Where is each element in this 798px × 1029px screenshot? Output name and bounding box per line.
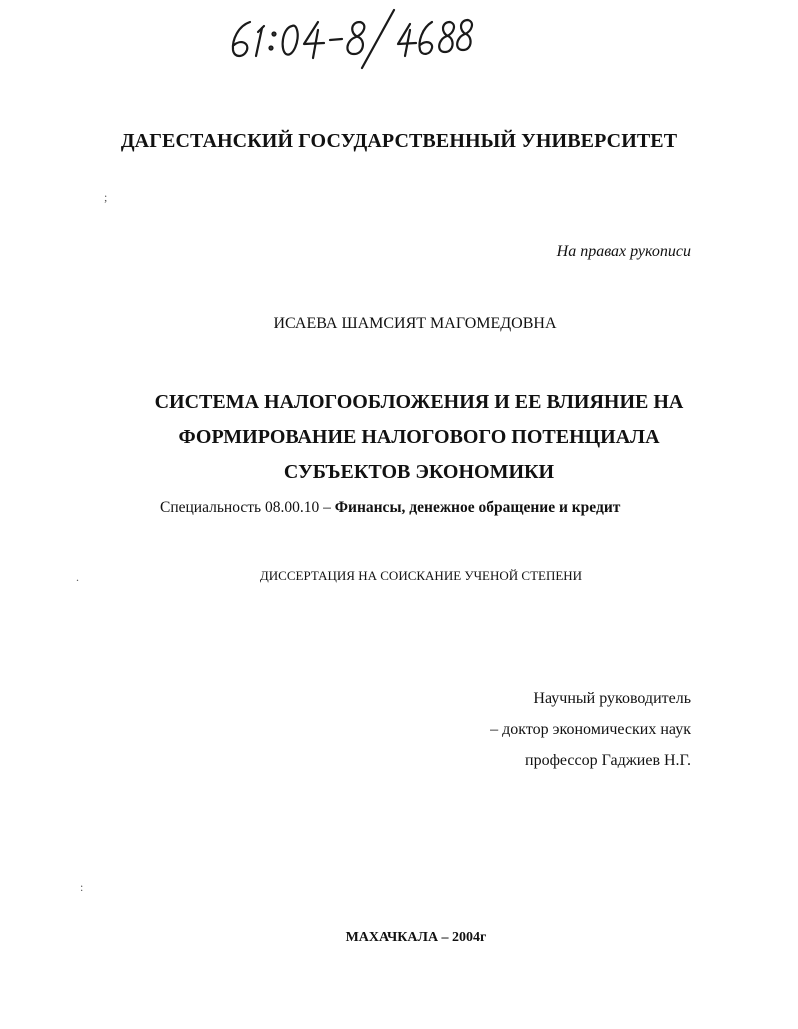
advisor-role: Научный руководитель bbox=[533, 690, 691, 707]
manuscript-note: На правах рукописи bbox=[556, 243, 691, 260]
university-name: ДАГЕСТАНСКИЙ ГОСУДАРСТВЕННЫЙ УНИВЕРСИТЕТ bbox=[120, 130, 678, 152]
title-line: ФОРМИРОВАНИЕ НАЛОГОВОГО ПОТЕНЦИАЛА bbox=[178, 426, 660, 448]
handwritten-number-drawing bbox=[0, 0, 480, 80]
advisor-name: профессор Гаджиев Н.Г. bbox=[525, 752, 691, 769]
specialty-name: Финансы, денежное обращение и кредит bbox=[334, 499, 621, 516]
dissertation-label: ДИССЕРТАЦИЯ НА СОИСКАНИЕ УЧЕНОЙ СТЕПЕНИ bbox=[259, 568, 583, 583]
advisor-degree: – доктор экономических наук bbox=[490, 721, 691, 738]
scientific-advisor bbox=[490, 683, 691, 776]
specialty-line bbox=[160, 499, 620, 517]
scan-speck: : bbox=[80, 880, 84, 894]
handwritten-archive-number bbox=[0, 0, 480, 80]
city-year: МАХАЧКАЛА – 2004г bbox=[345, 930, 487, 945]
scan-speck: . bbox=[76, 570, 79, 584]
dissertation-title bbox=[0, 385, 798, 490]
specialty-code: Специальность 08.00.10 – bbox=[160, 499, 331, 516]
title-line: СУБЪЕКТОВ ЭКОНОМИКИ bbox=[283, 461, 555, 483]
title-line: СИСТЕМА НАЛОГООБЛОЖЕНИЯ И ЕЕ ВЛИЯНИЕ НА bbox=[154, 391, 684, 413]
scan-speck: ; bbox=[104, 190, 108, 204]
author-name: ИСАЕВА ШАМСИЯТ МАГОМЕДОВНА bbox=[273, 315, 557, 332]
